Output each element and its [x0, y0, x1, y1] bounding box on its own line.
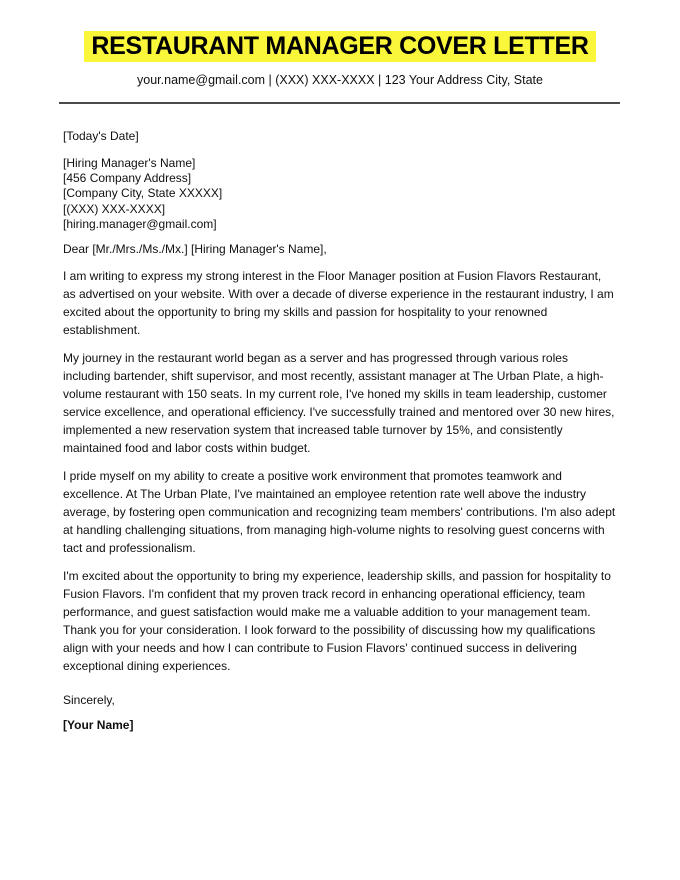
paragraph-experience: My journey in the restaurant world began as a server and has progressed through various roles including bartender, shift supervisor, and most recently, assistant manager at The Urban Plate, a high-volume restaurant with 150 seats. In my current role, I've honed my skills in team leadership, customer service excellence, and operational efficiency. I've successfully trained and mentored over 30 new hires, implemented a new reservation system that increased table turnover by 15%, and consistently maintained food and labor costs within budget.: [63, 351, 615, 456]
recipient-phone: [(XXX) XXX-XXXX]: [63, 201, 166, 216]
page-title: [0, 29, 680, 63]
paragraph-strengths: I pride myself on my ability to create a positive work environment that promotes teamwork and excellence. At The Urban Plate, I've maintained an employee retention rate well above the industry average, by fostering open communication and recognizing team members' contributions. I'm also adept at handling challenging situations, from managing high-volume nights to resolving guest concerns with tact and professionalism.: [63, 469, 616, 556]
paragraph-intro: I am writing to express my strong interest in the Floor Manager position at Fusion Flavors Restaurant, as advertised on your website. With over a decade of diverse experience in the restaurant industry, I am excited about the opportunity to bring my skills and passion for hospitality to your renowned establishment.: [63, 269, 614, 338]
letter-body: [63, 129, 617, 734]
signature-name: [Your Name]: [63, 718, 134, 733]
recipient-city-state: [Company City, State XXXXX]: [63, 186, 223, 201]
contact-line: your.name@gmail.com | (XXX) XXX-XXXX | 123 Your Address City, State: [137, 73, 543, 87]
header-divider: [59, 102, 620, 104]
recipient-email: [hiring.manager@gmail.com]: [63, 216, 217, 231]
paragraph-closing: I'm excited about the opportunity to bring my experience, leadership skills, and passion for hospitality to Fusion Flavors. I'm confident that my proven track record in enhancing operational efficiency, team performance, and guest satisfaction would make me a valuable addition to your management team. Thank you for your consideration. I look forward to the possibility of discussing how my qualifications align with your needs and how I can contribute to Fusion Flavors' continued success in delivering exceptional dining experiences.: [63, 569, 611, 674]
recipient-name: [Hiring Manager's Name]: [63, 156, 196, 170]
page-title-highlight: RESTAURANT MANAGER COVER LETTER: [84, 31, 595, 62]
salutation: Dear [Mr./Mrs./Ms./Mx.] [Hiring Manager's Name],: [63, 242, 327, 257]
letter-header: [0, 0, 680, 104]
recipient-address: [456 Company Address]: [63, 171, 192, 186]
closing-valediction: Sincerely,: [63, 693, 115, 708]
recipient-block: [63, 156, 617, 232]
date-placeholder: [Today's Date]: [63, 129, 139, 143]
